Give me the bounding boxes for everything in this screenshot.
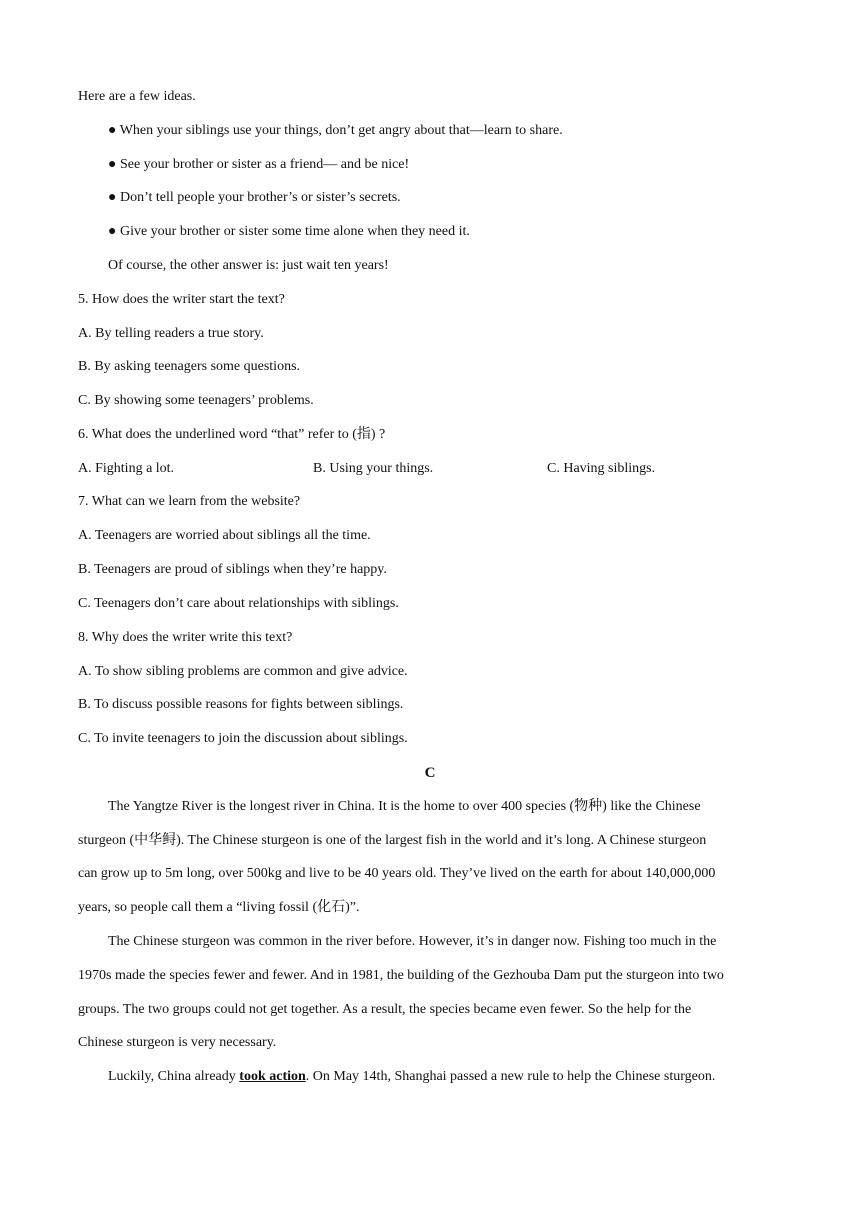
paragraph-1-line: years, so people call them a “living fossil (化石)”.	[78, 900, 360, 915]
question-8-stem: 8. Why does the writer write this text?	[78, 630, 293, 645]
section-heading: C	[424, 765, 436, 781]
idea-item: ● See your brother or sister as a friend— and be nice!	[108, 157, 410, 172]
paragraph-2-line: groups. The two groups could not get together. As a result, the species became even fewer. So the help for the	[78, 1002, 692, 1017]
intro-text: Here are a few ideas.	[78, 89, 196, 104]
question-5-stem: 5. How does the writer start the text?	[78, 292, 285, 307]
paragraph-2-line: The Chinese sturgeon was common in the river before. However, it’s in danger now. Fishing too much in the	[108, 934, 717, 949]
question-5-option-a: A. By telling readers a true story.	[78, 326, 264, 341]
paragraph-3-line	[108, 1067, 715, 1087]
question-6-stem: 6. What does the underlined word “that” refer to (指) ?	[78, 427, 386, 442]
underlined-phrase: took action	[239, 1069, 306, 1084]
paragraph-2-line: Chinese sturgeon is very necessary.	[78, 1035, 277, 1050]
question-6-option-a: A. Fighting a lot.	[78, 461, 175, 476]
idea-item: ● Give your brother or sister some time alone when they need it.	[108, 224, 470, 239]
question-5-option-b: B. By asking teenagers some questions.	[78, 359, 301, 374]
question-6-option-b: B. Using your things.	[313, 461, 434, 476]
paragraph-3-after: . On May 14th, Shanghai passed a new rule to help the Chinese sturgeon.	[305, 1069, 716, 1084]
question-6-option-c: C. Having siblings.	[547, 461, 656, 476]
paragraph-1-line: The Yangtze River is the longest river in China. It is the home to over 400 species (物种) like the Chinese	[108, 799, 701, 814]
paragraph-1-line: sturgeon (中华鲟). The Chinese sturgeon is one of the largest fish in the world and it’s long. A Chinese sturgeon	[78, 833, 707, 848]
paragraph-1-line: can grow up to 5m long, over 500kg and live to be 40 years old. They’ve lived on the earth for about 140,000,000	[78, 866, 716, 881]
question-7-option-c: C. Teenagers don’t care about relationships with siblings.	[78, 596, 399, 611]
paragraph-2-line: 1970s made the species fewer and fewer. And in 1981, the building of the Gezhouba Dam put the sturgeon into two	[78, 968, 724, 983]
question-8-option-b: B. To discuss possible reasons for fights between siblings.	[78, 697, 404, 712]
question-7-option-b: B. Teenagers are proud of siblings when they’re happy.	[78, 562, 387, 577]
question-8-option-c: C. To invite teenagers to join the discussion about siblings.	[78, 731, 408, 746]
question-7-stem: 7. What can we learn from the website?	[78, 494, 301, 509]
question-8-option-a: A. To show sibling problems are common and give advice.	[78, 664, 408, 679]
closing-text: Of course, the other answer is: just wait ten years!	[108, 258, 389, 273]
paragraph-3-before: Luckily, China already	[108, 1069, 240, 1084]
idea-item: ● Don’t tell people your brother’s or sister’s secrets.	[108, 190, 401, 205]
question-5-option-c: C. By showing some teenagers’ problems.	[78, 393, 314, 408]
idea-item: ● When your siblings use your things, don’t get angry about that—learn to share.	[108, 123, 563, 138]
question-7-option-a: A. Teenagers are worried about siblings all the time.	[78, 528, 371, 543]
